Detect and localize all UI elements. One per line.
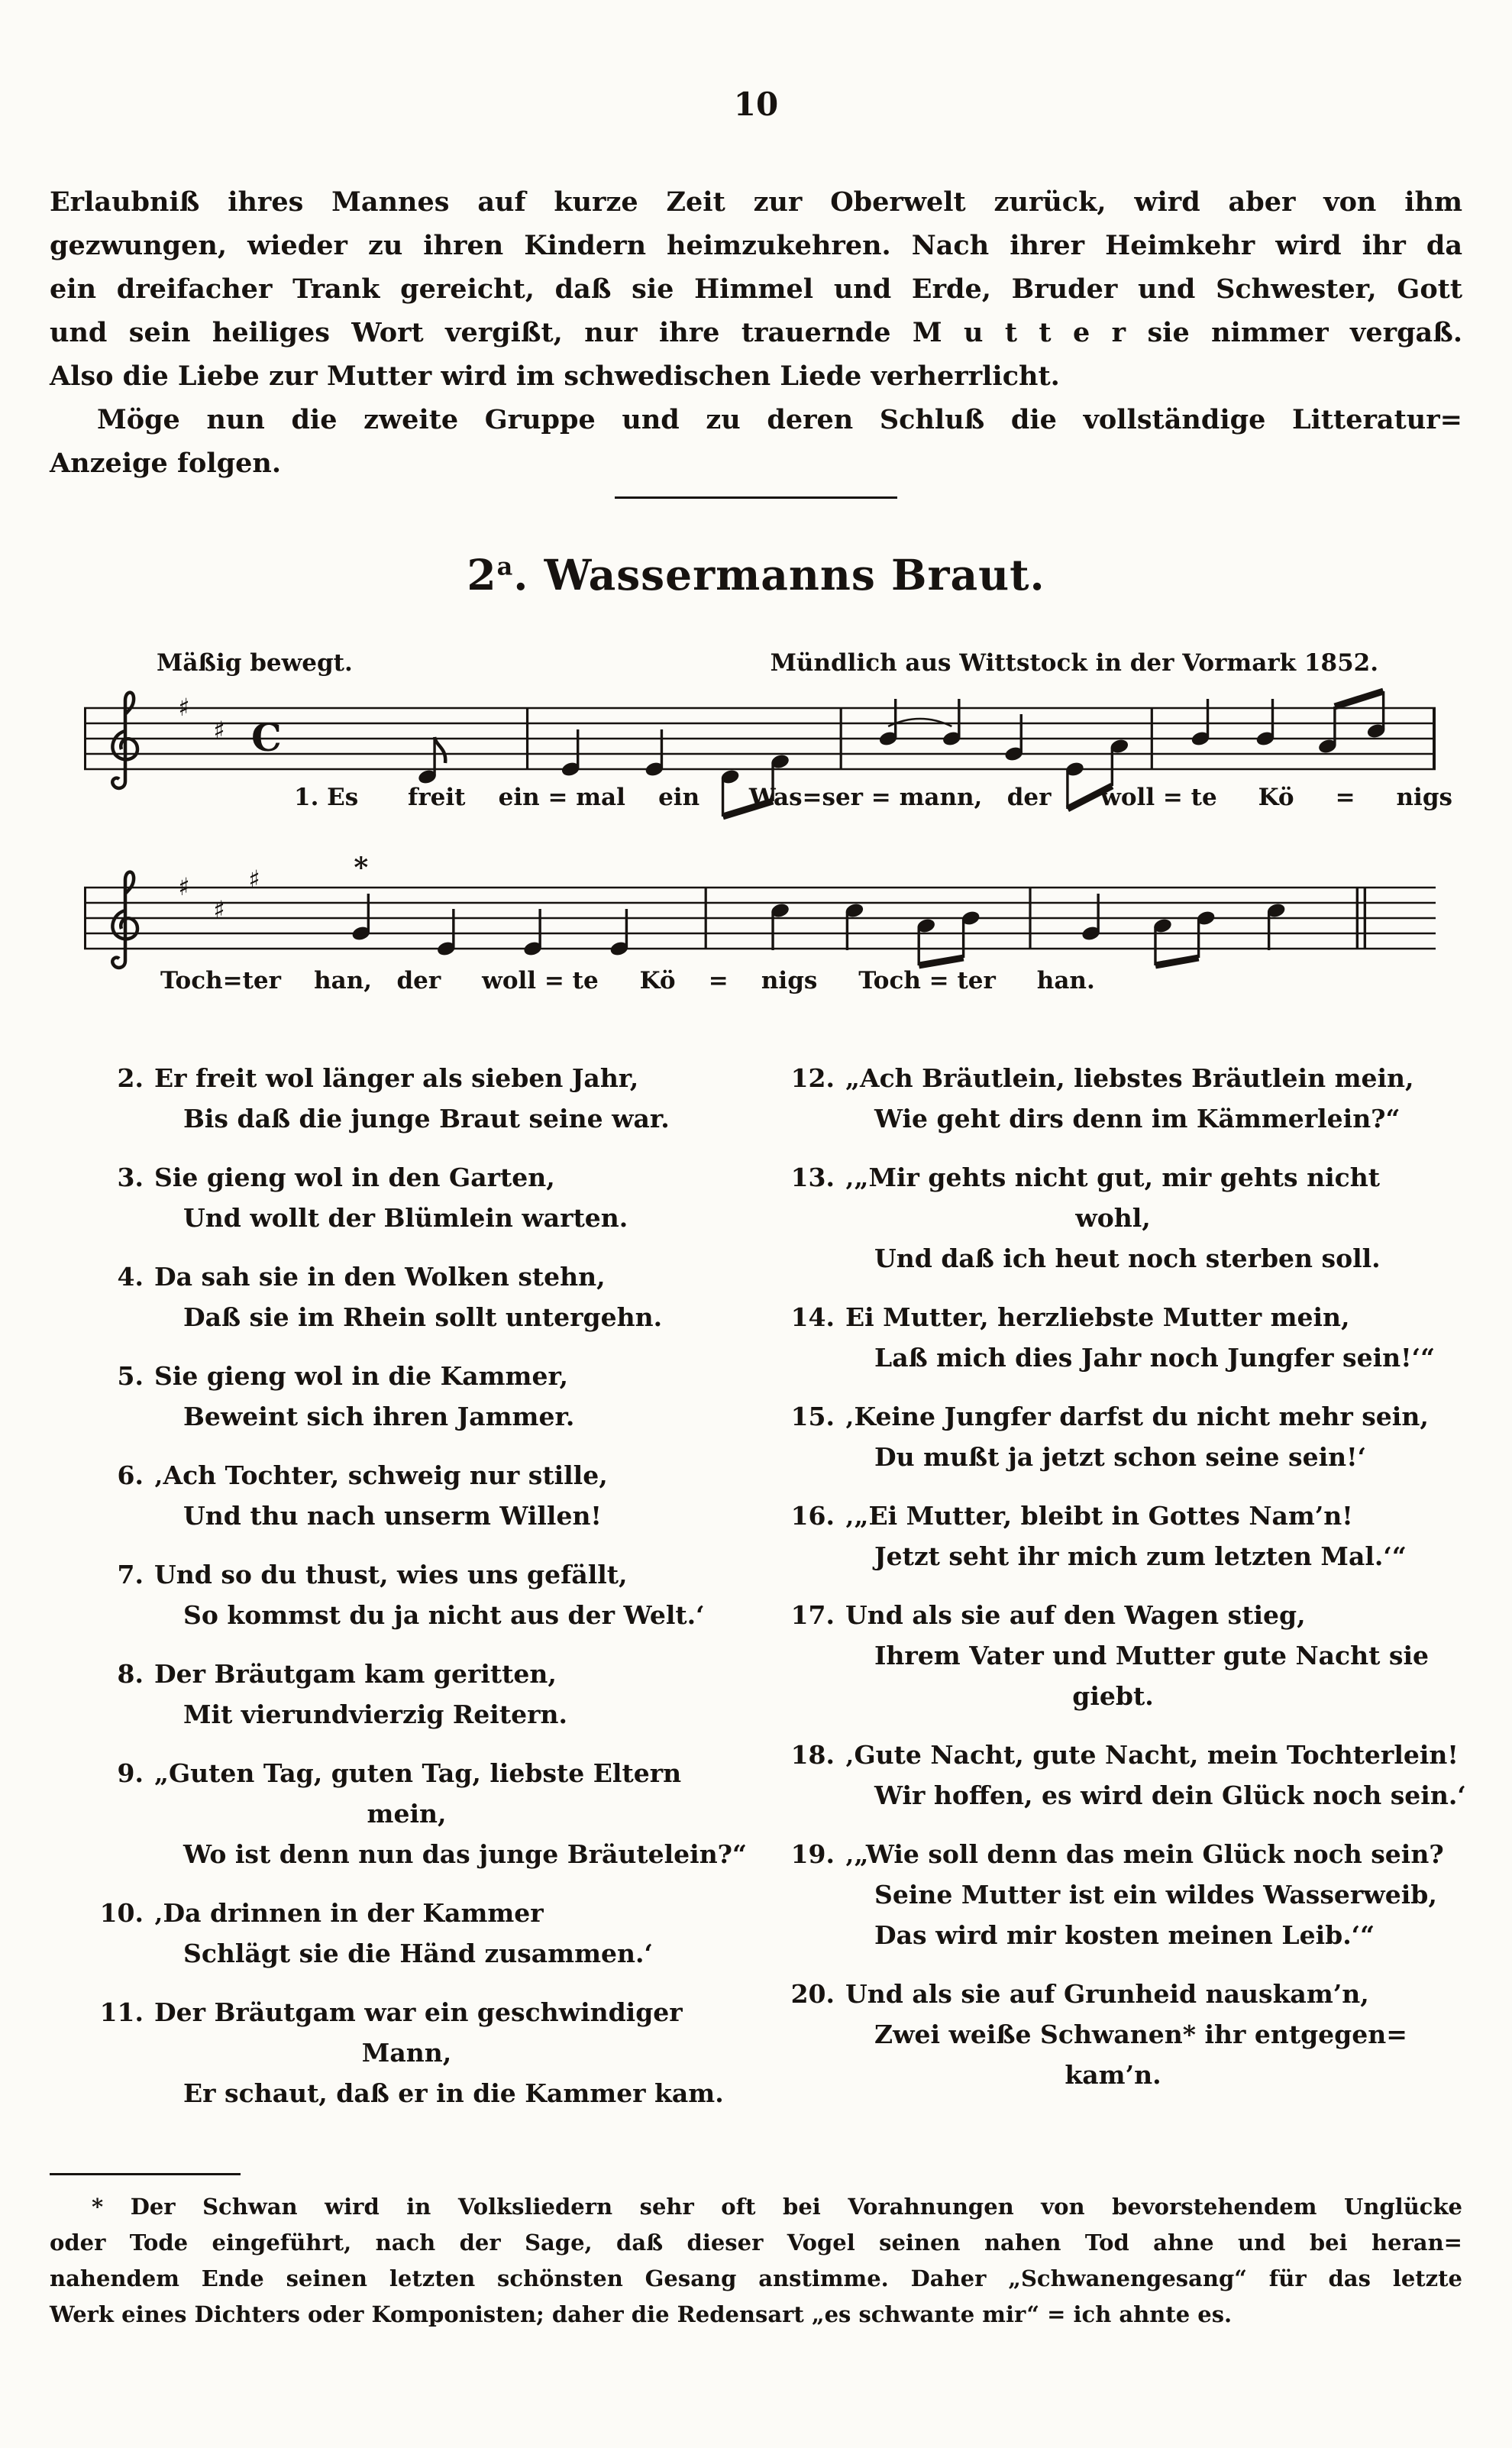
verse-number: 11. <box>99 1997 144 2027</box>
sharp-icon: ♯ <box>248 865 260 894</box>
verse-line: Zwei weiße Schwanen* ihr entgegen= <box>874 2020 1407 2049</box>
verse <box>69 1455 745 1536</box>
beam <box>1335 691 1384 707</box>
intro-line: Also die Liebe zur Mutter wird im schwedischen Liede verherrlicht. <box>50 361 1060 392</box>
verse-line: So kommst du ja nicht aus der Welt.‘ <box>183 1600 705 1630</box>
intro-line: gezwungen, wieder zu ihren Kindern heimzukehren. Nach ihrer Heimkehr wird ihr da <box>50 230 1462 261</box>
sharp-icon: ♯ <box>178 872 190 901</box>
verse-line: Sie gieng wol in die Kammer, <box>154 1361 568 1391</box>
verse-number: 18. <box>790 1740 835 1770</box>
verse-line: Und als sie auf Grunheid nauskam’n, <box>845 1979 1369 2009</box>
intro-line: ein dreifacher Trank gereicht, daß sie Himmel und Erde, Bruder und Schwester, Gott <box>50 273 1462 305</box>
verse-line: Wir hoffen, es wird dein Glück noch sein.‘ <box>874 1780 1466 1810</box>
verse-line: ‚„Ei Mutter, bleibt in Gottes Nam’n! <box>845 1501 1353 1531</box>
verse-line: Schlägt sie die Händ zusammen.‘ <box>183 1939 653 1968</box>
verse-number: 3. <box>117 1163 144 1192</box>
verse-line: Mann, <box>361 2038 452 2068</box>
eighth-flag <box>435 737 445 763</box>
verse <box>760 1058 1466 1139</box>
verse-number: 7. <box>117 1560 144 1589</box>
verse <box>760 1735 1466 1816</box>
verse-number: 4. <box>117 1262 144 1292</box>
time-signature: C <box>251 715 282 760</box>
song-title-number: 2 <box>467 550 497 600</box>
footnote-line: nahendem Ende seinen letzten schönsten Gesang anstimme. Daher „Schwanengesang“ für das letzte <box>50 2265 1462 2291</box>
footnote-line: Werk eines Dichters oder Komponisten; daher die Redensart „es schwante mir“ = ich ahnte es. <box>50 2301 1233 2327</box>
verse <box>69 1157 745 1238</box>
verse-number: 20. <box>790 1979 835 2009</box>
verse-line: Laß mich dies Jahr noch Jungfer sein!‘“ <box>874 1343 1436 1373</box>
verse-line: Wo ist denn nun das junge Bräutelein?“ <box>183 1839 748 1869</box>
verse-line: Ihrem Vater und Mutter gute Nacht sie <box>874 1641 1429 1670</box>
treble-clef-icon <box>112 872 137 968</box>
intro-line: und sein heiliges Wort vergißt, nur ihre trauernde M u t t e r sie nimmer vergaß. <box>50 317 1462 348</box>
verse-number: 10. <box>99 1898 144 1928</box>
intro-line: Möge nun die zweite Gruppe und zu deren Schluß die vollständige Litteratur= <box>97 404 1462 435</box>
footnote <box>50 2189 1462 2333</box>
verse-line: Jetzt seht ihr mich zum letzten Mal.‘“ <box>874 1541 1407 1571</box>
verse-number: 12. <box>790 1063 835 1093</box>
asterisk-mark: * <box>354 852 369 884</box>
verse-line: Beweint sich ihren Jammer. <box>183 1402 575 1431</box>
verse-number: 16. <box>790 1501 835 1531</box>
verse <box>760 1834 1466 1955</box>
footnote-line: * Der Schwan wird in Volksliedern sehr oft bei Vorahnungen von bevorstehendem Unglücke <box>92 2194 1462 2220</box>
intro-paragraph <box>50 180 1462 485</box>
verse <box>760 1297 1466 1378</box>
verse-number: 6. <box>117 1460 144 1490</box>
verse-line: Seine Mutter ist ein wildes Wasserweib, <box>874 1880 1437 1910</box>
beam <box>1155 958 1199 965</box>
verse-line: ‚„Mir gehts nicht gut, mir gehts nicht <box>845 1163 1380 1192</box>
verse-line: mein, <box>367 1799 447 1829</box>
verse-line: „Guten Tag, guten Tag, liebste Eltern <box>154 1758 682 1788</box>
verse-number: 19. <box>790 1839 835 1869</box>
verse <box>760 1974 1466 2095</box>
verses-left-column <box>69 1058 748 2132</box>
sharp-icon: ♯ <box>213 716 225 745</box>
verse <box>69 1654 745 1735</box>
verse-line: Sie gieng wol in den Garten, <box>154 1163 555 1192</box>
verse <box>69 1256 745 1337</box>
verse-line: Daß sie im Rhein sollt untergehn. <box>183 1302 663 1332</box>
verse-line: Und daß ich heut noch sterben soll. <box>874 1243 1381 1273</box>
treble-clef-icon <box>112 693 137 788</box>
verse <box>760 1396 1466 1477</box>
verse-number: 9. <box>117 1758 144 1788</box>
verse-line: ‚Da drinnen in der Kammer <box>154 1898 544 1928</box>
song-title-sup: a <box>496 551 514 581</box>
verse-line: Das wird mir kosten meinen Leib.‘“ <box>874 1920 1375 1950</box>
verse-line: wohl, <box>1075 1203 1151 1233</box>
verse-line: ‚Keine Jungfer darfst du nicht mehr sein, <box>845 1402 1429 1431</box>
music-staff-2 <box>84 852 1436 984</box>
verse-line: Mit vierundvierzig Reitern. <box>183 1699 567 1729</box>
verse-line: Und thu nach unserm Willen! <box>183 1501 602 1531</box>
verses-right-column <box>760 1058 1466 2113</box>
verse-number: 5. <box>117 1361 144 1391</box>
verse-line: Bis daß die junge Braut seine war. <box>183 1104 670 1133</box>
verse-line: Er freit wol länger als sieben Jahr, <box>154 1063 639 1093</box>
verse-line: Wie geht dirs denn im Kämmerlein?“ <box>874 1104 1401 1133</box>
verse-line: Ei Mutter, herzliebste Mutter mein, <box>845 1302 1350 1332</box>
footnote-divider <box>50 2173 241 2175</box>
tempo-marking: Mäßig bewegt. <box>157 649 353 677</box>
section-divider <box>615 496 897 499</box>
verse <box>760 1157 1466 1279</box>
verse-line: ‚Gute Nacht, gute Nacht, mein Tochterlein! <box>845 1740 1459 1770</box>
intro-line: Erlaubniß ihres Mannes auf kurze Zeit zur Oberwelt zurück, wird aber von ihm <box>50 186 1462 218</box>
verse-line: Und als sie auf den Wagen stieg, <box>845 1600 1306 1630</box>
footnote-line: oder Tode eingeführt, nach der Sage, daß dieser Vogel seinen nahen Tod ahne und bei heran= <box>50 2230 1462 2256</box>
song-title <box>0 550 1512 600</box>
verse-line: Da sah sie in den Wolken stehn, <box>154 1262 606 1292</box>
verse-number: 15. <box>790 1402 835 1431</box>
verse-number: 8. <box>117 1659 144 1689</box>
verse <box>69 1554 745 1635</box>
song-title-text: . Wassermanns Braut. <box>513 550 1045 600</box>
lyrics-line-2: Toch=ter han, der woll = te Kö = nigs Toch = ter han. <box>160 967 1095 994</box>
verse-line: ‚„Wie soll denn das mein Glück noch sein? <box>845 1839 1444 1869</box>
verse-number: 14. <box>790 1302 835 1332</box>
verse <box>760 1595 1466 1716</box>
verse-line: kam’n. <box>1065 2060 1161 2090</box>
verse <box>760 1496 1466 1576</box>
verse-line: Der Bräutgam kam geritten, <box>154 1659 557 1689</box>
verse <box>69 1992 745 2113</box>
sharp-icon: ♯ <box>213 895 225 924</box>
verse-line: Der Bräutgam war ein geschwindiger <box>154 1997 683 2027</box>
verse-line: Und so du thust, wies uns gefällt, <box>154 1560 628 1589</box>
verse-line: ‚Ach Tochter, schweig nur stille, <box>154 1460 608 1490</box>
verse-line: Er schaut, daß er in die Kammer kam. <box>183 2078 724 2108</box>
verse <box>69 1058 745 1139</box>
verse <box>69 1753 748 1874</box>
verse <box>69 1893 745 1974</box>
verse-number: 2. <box>117 1063 144 1093</box>
verse-line: Und wollt der Blümlein warten. <box>183 1203 628 1233</box>
lyrics-line-1: 1. Es freit ein = mal ein Was=ser = mann, der woll = te Kö = nigs <box>294 784 1452 811</box>
source-attribution: Mündlich aus Wittstock in der Vormark 1852. <box>770 649 1378 677</box>
intro-line: Anzeige folgen. <box>50 448 282 479</box>
verse <box>69 1356 745 1437</box>
verse-line: „Ach Bräutlein, liebstes Bräutlein mein, <box>845 1063 1414 1093</box>
verse-number: 17. <box>790 1600 835 1630</box>
verse-line: Du mußt ja jetzt schon seine sein!‘ <box>874 1442 1367 1472</box>
page-number: 10 <box>733 86 779 123</box>
sharp-icon: ♯ <box>178 693 190 722</box>
verse-line: giebt. <box>1072 1681 1154 1711</box>
beam <box>919 958 963 965</box>
verse-number: 13. <box>790 1163 835 1192</box>
